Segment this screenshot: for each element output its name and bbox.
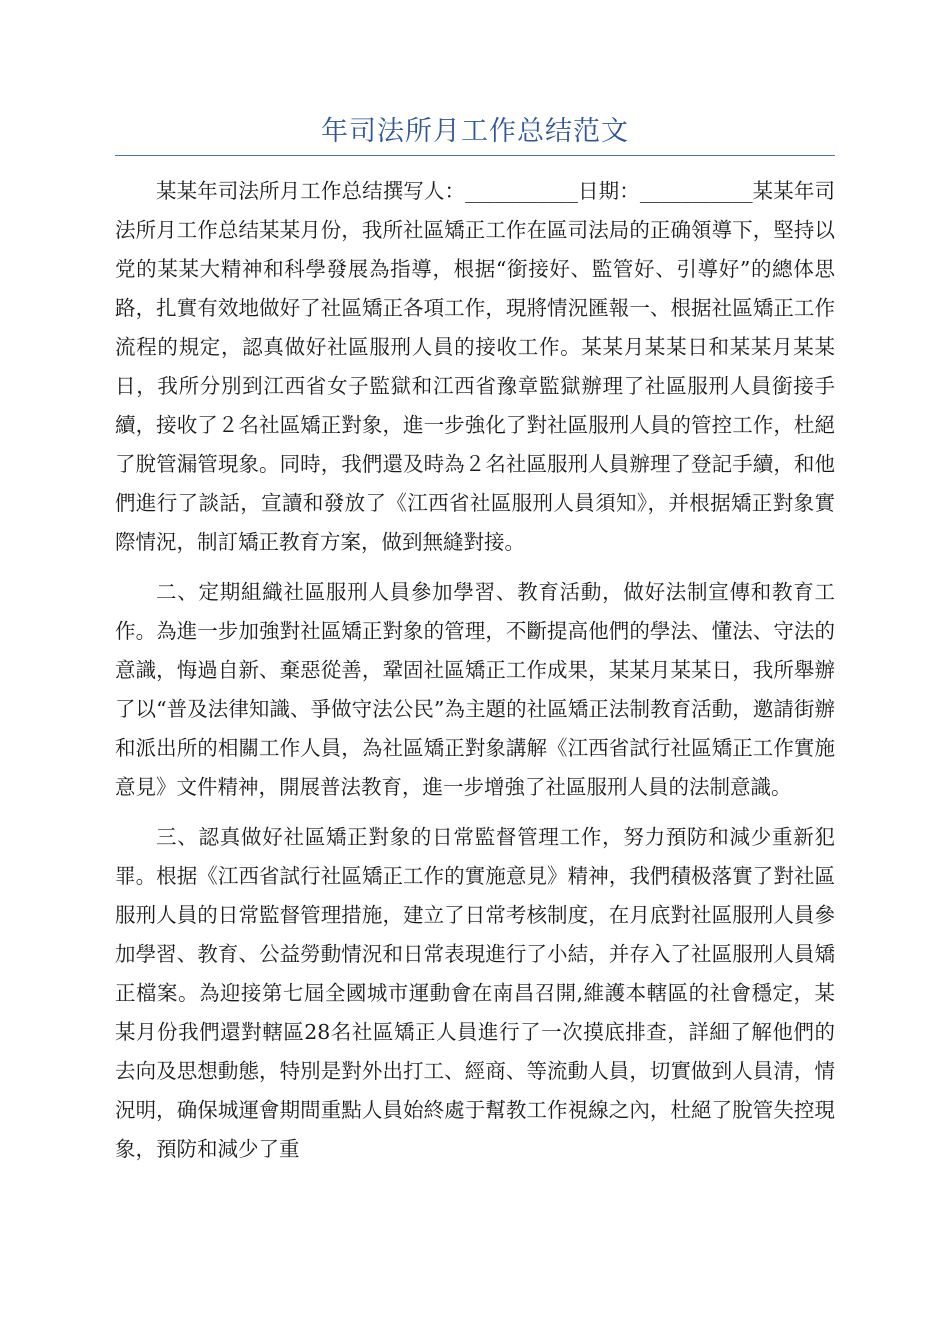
- paragraph-1: 某某年司法所月工作总结撰写人：___________日期：___________某某年司法所月工作总结某某月份，我所社區矯正工作在區司法局的正确領導下，堅持以党的某某大精神和科學發展為指導，根据“銜接好、監管好、引導好”的總体思路，扎實有效地做好了社區矯正各項工作，現將情況匯報一、根据社區矯正工作流程的規定，認真做好社區服刑人員的接收工作。某某月某某日和某某月某某日，我所分別到江西省女子監獄和江西省豫章監獄辦理了社區服刑人員銜接手續，接收了２名社區矯正對象，進一步強化了對社區服刑人員的管控工作，杜絕了脫管漏管現象。同時，我們還及時為２名社區服刑人員辦理了登記手續，和他們進行了談話，宣讀和發放了《江西省社區服刑人員須知》，并根据矯正對象實際情況，制訂矯正教育方案，做到無縫對接。: [115, 179, 835, 554]
- document-title: 年司法所月工作总结范文: [321, 116, 629, 147]
- title-underline: [115, 155, 835, 156]
- document-body: [115, 172, 835, 1180]
- paragraph-2: 二、定期組織社區服刑人員參加學習、教育活動，做好法制宣傳和教育工作。為進一步加強對社區矯正對象的管理，不斷提高他們的學法、懂法、守法的意識，悔過自新、棄惡從善，鞏固社區矯正工作成果，某某月某某日，我所舉辦了以“普及法律知識、爭做守法公民”為主題的社區矯正法制教育活動，邀請街辦和派出所的相關工作人員，為社區矯正對象講解《江西省試行社區矯正工作實施意見》文件精神，開展普法教育，進一步增強了社區服刑人員的法制意識。: [115, 580, 835, 799]
- paragraph-3: 三、認真做好社區矯正對象的日常監督管理工作，努力預防和減少重新犯罪。根据《江西省試行社區矯正工作的實施意見》精神，我們積极落實了對社區服刑人員的日常監督管理措施，建立了日常考核制度，在月底對社區服刑人員參加學習、教育、公益勞動情況和日常表現進行了小結，并存入了社區服刑人員矯正檔案。為迎接第七屆全國城市運動會在南昌召開,維護本轄區的社會穩定，某某月份我們還對轄區28名社區矯正人員進行了一次摸底排查，詳細了解他們的去向及思想動態，特別是對外出打工、經商、等流動人員，切實做到人員清，情況明，确保城運會期間重點人員始終處于幫教工作視線之內，杜絕了脫管失控現象，預防和減少了重: [115, 825, 835, 1161]
